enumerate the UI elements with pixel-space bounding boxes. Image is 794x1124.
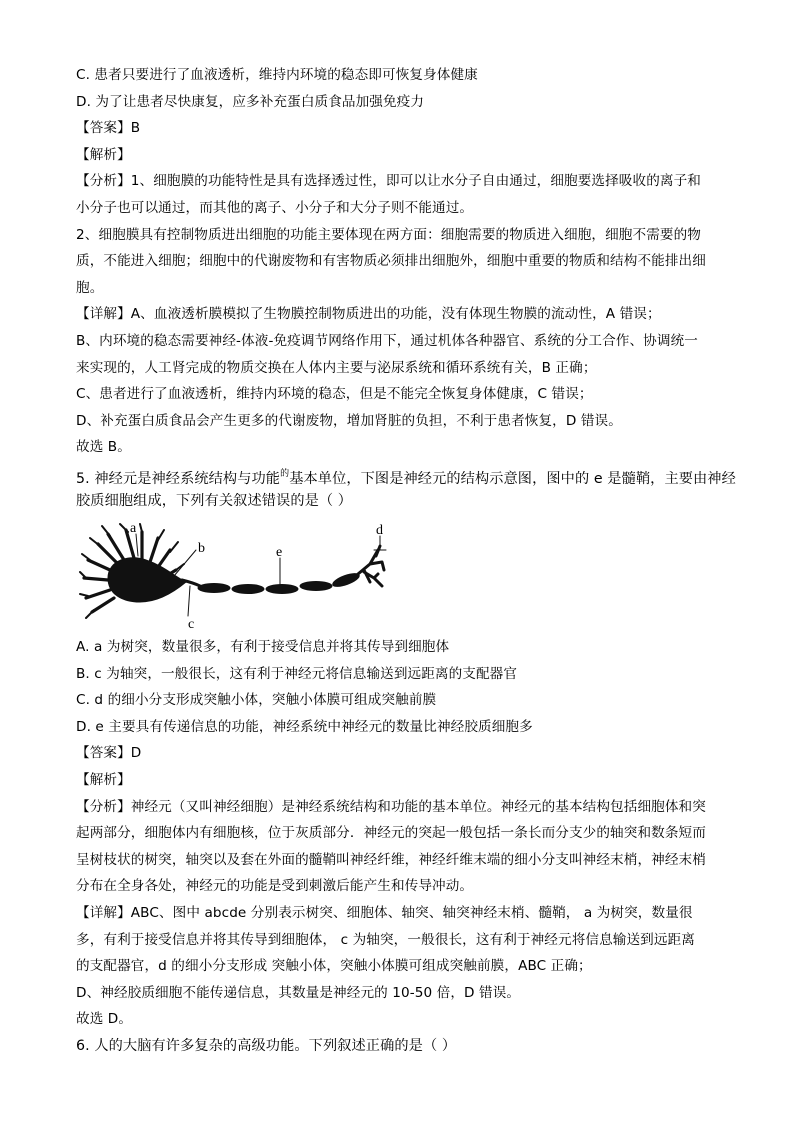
option-a-q5: A. a 为树突，数量很多，有利于接受信息并将其传导到细胞体 — [76, 639, 450, 656]
detail-q4-b1: B、内环境的稳态需要神经-体液-免疫调节网络作用下，通过机体各种器官、系统的分工合作、协调统一 — [76, 332, 698, 349]
fenxi-q5-b: 起两部分，细胞体内有细胞核，位于灰质部分．神经元的突起一般包括一条长而分支少的轴突和数条短而 — [76, 825, 706, 842]
label-c: c — [188, 617, 195, 631]
fenxi-q4-2b: 质，不能进入细胞；细胞中的代谢废物和有害物质必须排出细胞外，细胞中重要的物质和结构不能排出细 — [76, 253, 706, 270]
analysis-label-q4: 【解析】 — [76, 146, 131, 163]
conclusion-q5: 故选 D。 — [76, 1011, 133, 1028]
detail-q5-3: 的支配器官，d 的细小分支形成 突触小体，突触小体膜可组成突触前膜，ABC 正确； — [76, 958, 592, 975]
fenxi-text: 神经元（又叫神经细胞）是神经系统结构和功能的基本单位。神经元的基本结构包括细胞体和突 — [130, 798, 706, 815]
question-6-stem: 6. 人的大脑有许多复杂的高级功能。下列叙述正确的是（ ） — [76, 1038, 457, 1054]
detail-label: 【详解】 — [76, 905, 131, 922]
question-5-stem-2: 胶质细胞组成，下列有关叙述错误的是（ ） — [76, 492, 353, 509]
fenxi-text: 1、细胞膜的功能特性是具有选择透过性，即可以让水分子自由通过，细胞要选择吸收的离子和 — [130, 173, 701, 190]
question-5-stem-1 — [76, 461, 736, 488]
answer-value: D — [130, 745, 142, 762]
analysis-label-q5: 【解析】 — [76, 772, 131, 789]
label-e: e — [276, 545, 283, 561]
option-c-q5: C. d 的细小分支形成突触小体，突触小体膜可组成突触前膜 — [76, 692, 437, 709]
neuron-drawing — [78, 520, 408, 630]
fenxi-q4-2c: 胞。 — [76, 279, 104, 296]
answer-value: B — [130, 120, 141, 137]
answer-q4 — [76, 115, 736, 142]
stem-text: 5. 神经元是神经系统结构与功能 — [76, 470, 281, 487]
fenxi-q5-c: 呈树枝状的树突，轴突以及套在外面的髓鞘叫神经纤维，神经纤维末端的细小分支叫神经末梢，神经末梢 — [76, 851, 706, 868]
detail-label: 【详解】 — [76, 306, 131, 323]
option-d-q5: D. e 主要具有传递信息的功能，神经系统中神经元的数量比神经胶质细胞多 — [76, 718, 533, 735]
detail-q5-4: D、神经胶质细胞不能传递信息，其数量是神经元的 10-50 倍，D 错误。 — [76, 984, 521, 1001]
detail-q4-d: D、补充蛋白质食品会产生更多的代谢废物，增加肾脏的负担，不利于患者恢复，D 错误。 — [76, 412, 622, 429]
detail-q4-b2: 来实现的，人工肾完成的物质交换在人体内主要与泌尿系统和循环系统有关，B 正确； — [76, 359, 597, 376]
fenxi-q4-1b: 小分子也可以通过，而其他的离子、小分子和大分子则不能通过。 — [76, 199, 474, 216]
detail-q4-c: C、患者进行了血液透析，维持内环境的稳态，但是不能完全恢复身体健康，C 错误； — [76, 386, 593, 403]
fenxi-q5-d: 分布在全身各处，神经元的功能是受到刺激后能产生和传导冲动。 — [76, 878, 474, 895]
detail-q5-2: 多，有利于接受信息并将其传导到细胞体， c 为轴突，一般很长，这有利于神经元将信息输送到远距离 — [76, 931, 695, 948]
label-a: a — [130, 521, 137, 537]
fenxi-label: 【分析】 — [76, 798, 131, 815]
option-b-q5: B. c 为轴突，一般很长，这有利于神经元将信息输送到远距离的支配器官 — [76, 665, 518, 682]
stem-text: 基本单位，下图是神经元的结构示意图，图中的 e 是髓鞘，主要由神经 — [289, 470, 736, 487]
detail-q5-1 — [76, 900, 736, 927]
fenxi-label: 【分析】 — [76, 173, 131, 190]
option-d-q4: D. 为了让患者尽快康复，应多补充蛋白质食品加强免疫力 — [76, 93, 425, 110]
detail-q4-a — [76, 301, 736, 328]
answer-label: 【答案】 — [76, 745, 131, 762]
fenxi-q4-2a: 2、细胞膜具有控制物质进出细胞的功能主要体现在两方面：细胞需要的物质进入细胞，细胞不需要的物 — [76, 226, 701, 243]
fenxi-q5-a — [76, 794, 736, 821]
option-c-q4: C. 患者只要进行了血液透析，维持内环境的稳态即可恢复身体健康 — [76, 67, 478, 83]
answer-q5 — [76, 740, 736, 767]
answer-label: 【答案】 — [76, 120, 131, 137]
neuron-diagram — [78, 520, 408, 630]
fenxi-q4-1a — [76, 168, 736, 195]
document-page — [76, 62, 736, 1060]
detail-text: A、血液透析膜模拟了生物膜控制物质进出的功能，没有体现生物膜的流动性，A 错误； — [130, 306, 661, 323]
conclusion-q4: 故选 B。 — [76, 439, 131, 456]
detail-text: ABC、图中 abcde 分别表示树突、细胞体、轴突、轴突神经末梢、髓鞘， a 为树突，数量很 — [130, 905, 693, 922]
label-b: b — [198, 541, 205, 557]
label-d: d — [376, 523, 383, 539]
stem-superscript: 的 — [280, 468, 290, 479]
